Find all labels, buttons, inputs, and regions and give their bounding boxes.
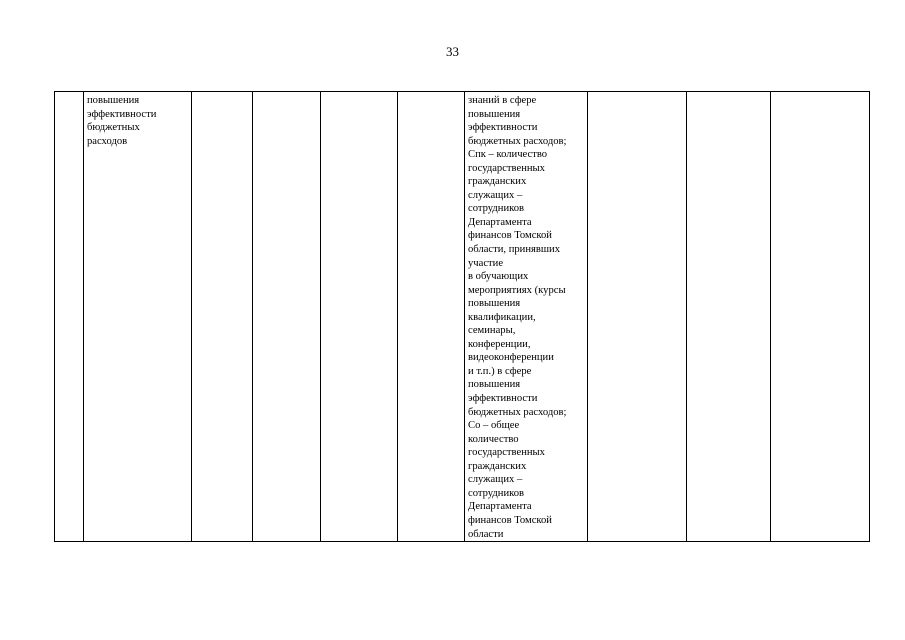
cell-text-line: в обучающих	[468, 271, 529, 283]
table-cell-col-1	[55, 92, 84, 542]
table-cell-col-2	[84, 92, 192, 542]
cell-text-line: сотрудников	[468, 203, 525, 215]
cell-text-line: и т.п.) в сфере	[468, 365, 532, 377]
table-cell-col-3	[192, 92, 253, 542]
cell-text-line: количество	[468, 433, 519, 445]
cell-text-line: гражданских	[468, 460, 527, 472]
table-cell-col-8	[588, 92, 687, 542]
cell-text-line: эффективности	[87, 108, 157, 120]
cell-text-line: Спк – количество	[468, 149, 548, 161]
cell-text-line: семинары,	[468, 325, 516, 337]
cell-text-line: финансов Томской	[468, 514, 552, 526]
cell-text-line: Департамента	[468, 501, 532, 513]
cell-text-line: Департамента	[468, 216, 532, 228]
cell-text-line: бюджетных	[87, 122, 140, 134]
cell-text-line: гражданских	[468, 176, 527, 188]
cell-text-line: квалификации,	[468, 311, 536, 323]
cell-text-line: государственных	[468, 162, 545, 174]
cell-text-line: повышения	[468, 379, 521, 391]
cell-text-line: повышения	[468, 298, 521, 310]
table-cell-col-5	[321, 92, 398, 542]
cell-text-line: мероприятиях (курсы	[468, 284, 566, 296]
cell-text-line: области	[468, 528, 504, 540]
cell-text-line: сотрудников	[468, 487, 525, 499]
table-cell-col-7	[465, 92, 588, 542]
cell-text-line: повышения	[468, 108, 521, 120]
cell-text-line: служащих –	[468, 474, 523, 486]
cell-text-line: знаний в сфере	[468, 95, 537, 106]
table-cell-col-9	[687, 92, 771, 542]
cell-text-line: финансов Томской	[468, 230, 552, 242]
cell-text-line: эффективности	[468, 122, 538, 134]
cell-text-line: государственных	[468, 447, 545, 459]
cell-text-line: эффективности	[468, 393, 538, 405]
cell-text-line: области, принявших	[468, 244, 561, 256]
cell-text-line: конференции,	[468, 338, 531, 350]
cell-text-line: бюджетных расходов;	[468, 135, 567, 147]
page-number: 33	[446, 44, 459, 59]
table-cell-col-6	[398, 92, 465, 542]
table-row	[55, 92, 870, 542]
cell-text-line: служащих –	[468, 189, 523, 201]
cell-text-line: видеоконференции	[468, 352, 554, 364]
cell-text-line: расходов	[87, 135, 128, 147]
table-cell-col-10	[771, 92, 870, 542]
cell-text-line: участие	[468, 257, 504, 269]
cell-text-line: бюджетных расходов;	[468, 406, 567, 418]
table-cell-col-4	[253, 92, 321, 542]
cell-text-line: повышения	[87, 95, 140, 106]
indicator-table	[54, 91, 870, 542]
cell-text-line: Со – общее	[468, 420, 520, 432]
table-body	[55, 92, 870, 542]
